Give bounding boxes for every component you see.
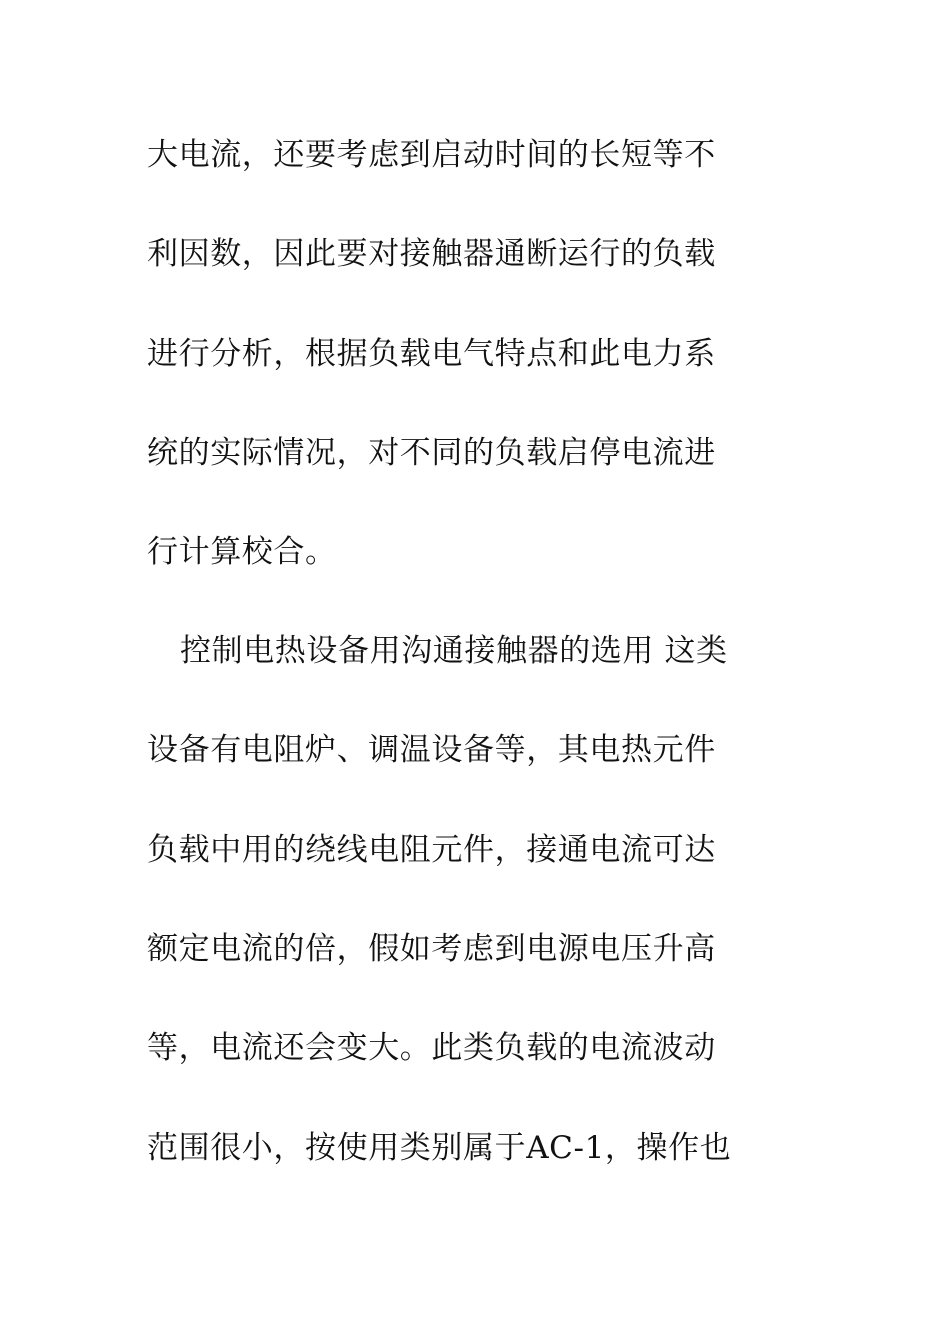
- text-line: 统的实际情况，对不同的负载启停电流进: [147, 435, 716, 471]
- text-line: 利因数，因此要对接触器通断运行的负载: [147, 236, 716, 272]
- text-line: 设备有电阻炉、调温设备等，其电热元件: [147, 732, 716, 768]
- text-line: 负载中用的绕线电阻元件，接通电流可达: [147, 832, 716, 868]
- text-line: 范围很小，按使用类别属于AC-1，操作也: [147, 1130, 732, 1166]
- paragraph-first-line: 控制电热设备用沟通接触器的选用 这类: [180, 633, 728, 669]
- text-line: 进行分析，根据负载电气特点和此电力系: [147, 336, 716, 372]
- text-line: 等，电流还会变大。此类负载的电流波动: [147, 1030, 716, 1066]
- text-line: 大电流，还要考虑到启动时间的长短等不: [147, 137, 716, 173]
- text-line: 额定电流的倍，假如考虑到电源电压升高: [147, 931, 716, 967]
- text-line: 行计算校合。: [147, 534, 337, 570]
